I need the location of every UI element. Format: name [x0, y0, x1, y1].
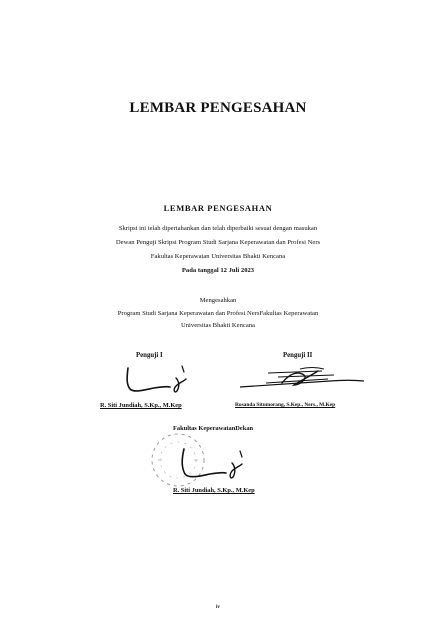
examiner-2-name: Rosanda Situmorang, S.Kep., Ners., M.Kep — [235, 402, 336, 408]
page-number: iv — [216, 605, 220, 610]
inner-title: LEMBAR PENGESAHAN — [163, 203, 273, 213]
examiner-1-label: Penguji I — [136, 352, 163, 359]
examiner-2-signature — [238, 363, 368, 397]
examiner-2-label: Penguji II — [283, 352, 313, 359]
dean-name: R. Siti Jundiah, S.Kp., M.Kep — [173, 487, 255, 494]
statement-line-3: Fakultas Keperawatan Universitas Bhakti Kencana — [150, 253, 286, 260]
page-title: LEMBAR PENGESAHAN — [129, 100, 307, 116]
statement-line-2: Dewan Penguji Skripsi Program Studi Sarjana Keperawatan dan Profesi Ners — [115, 239, 321, 246]
examiner-1-name: R. Siti Jundiah, S.Kp., M.Kep — [100, 402, 182, 409]
statement-line-1: Skripsi ini telah dipertahankan dan telah diperbaiki sesuai dengan masukan — [118, 225, 318, 232]
dean-label: Fakultas KeperawatanDekan — [173, 425, 254, 432]
dean-signature — [170, 445, 270, 485]
defense-date: Pada tanggal 12 Juli 2023 — [181, 267, 255, 274]
examiner-1-signature — [118, 362, 218, 398]
approval-heading: Mengesahkan — [199, 297, 237, 304]
approval-line-2: Universitas Bhakti Kencana — [181, 322, 255, 329]
approval-line-1: Program Studi Sarjana Keperawatan dan Profesi NersFakultas Keperawatan — [117, 310, 319, 317]
